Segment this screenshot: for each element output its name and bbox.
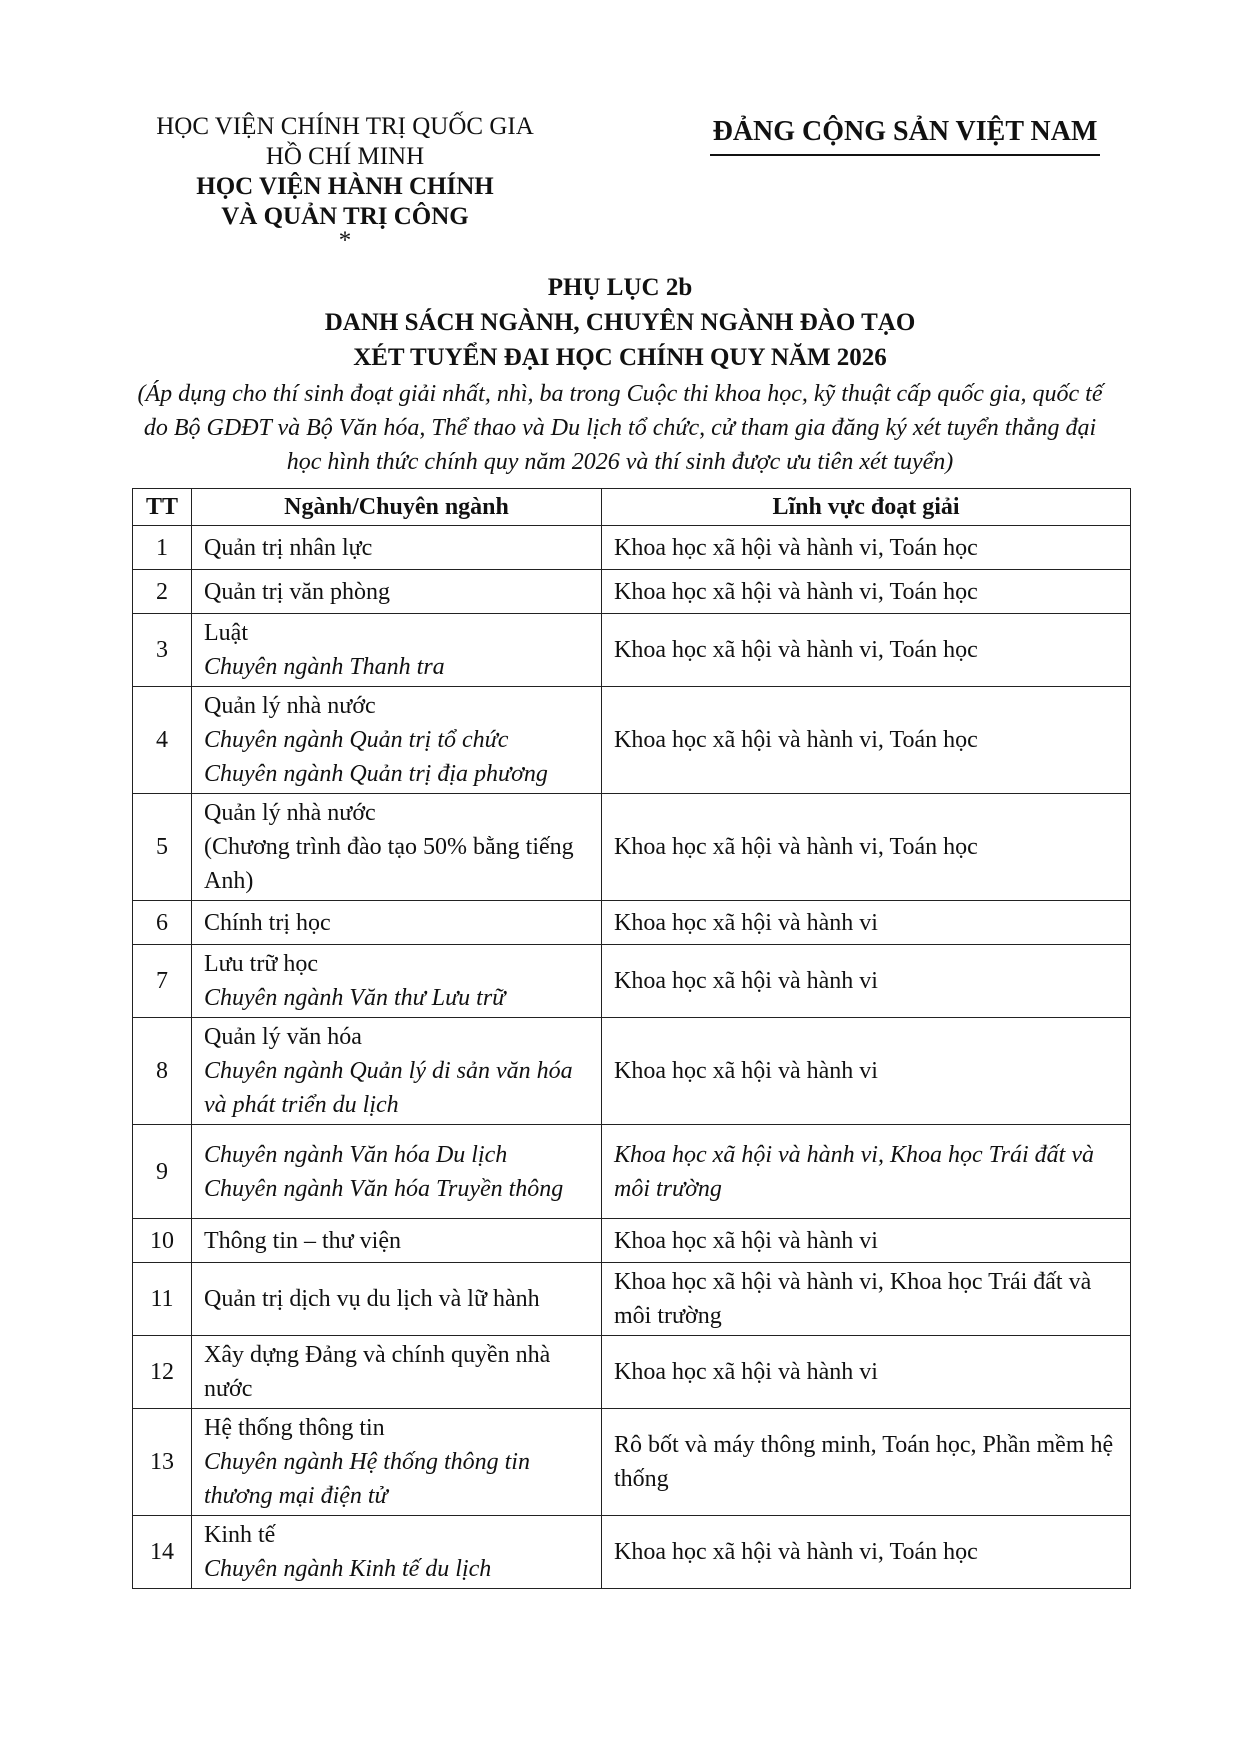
row-number: 4: [133, 687, 192, 794]
award-field-cell: Khoa học xã hội và hành vi, Toán học: [602, 1516, 1131, 1589]
major-name: Quản trị nhân lực: [204, 534, 373, 561]
header-field: Lĩnh vực đoạt giải: [602, 489, 1131, 526]
award-field-cell: Khoa học xã hội và hành vi: [602, 901, 1131, 945]
title-line-2: XÉT TUYỂN ĐẠI HỌC CHÍNH QUY NĂM 2026: [353, 344, 887, 371]
specialization-name: Chuyên ngành Hệ thống thông tin thương mại điện tử: [204, 1449, 530, 1509]
major-name: Quản trị văn phòng: [204, 578, 390, 605]
specialization-name: Chuyên ngành Văn hóa Truyền thông: [204, 1175, 564, 1202]
major-name: Chính trị học: [204, 909, 331, 936]
row-number: 8: [133, 1018, 192, 1125]
header-major: Ngành/Chuyên ngành: [192, 489, 602, 526]
major-name: Lưu trữ học: [204, 951, 318, 977]
specialization-name: Chuyên ngành Văn hóa Du lịch: [204, 1141, 508, 1168]
party-underline: [710, 154, 1100, 156]
major-cell: [192, 945, 602, 1018]
award-field-cell: Khoa học xã hội và hành vi, Toán học: [602, 687, 1131, 794]
row-number: 5: [133, 794, 192, 901]
major-cell: [192, 1219, 602, 1263]
table-row: [133, 1018, 1131, 1125]
major-cell: [192, 1125, 602, 1219]
major-cell: [192, 1263, 602, 1336]
specialization-name: Chuyên ngành Quản trị tổ chức: [204, 727, 509, 753]
award-field-cell: Khoa học xã hội và hành vi, Toán học: [602, 570, 1131, 614]
specialization-name: Chuyên ngành Kinh tế du lịch: [204, 1556, 492, 1582]
table-row: [133, 794, 1131, 901]
title-subtitle: (Áp dụng cho thí sinh đoạt giải nhất, nhì, ba trong Cuộc thi khoa học, kỹ thuật cấp quốc gia, quốc tế do Bộ GDĐT và Bộ Văn hóa, Thể thao và Du lịch tổ chức, cử tham gia đăng ký xét tuyển thẳng đại học hình thức chính quy năm 2026 và thí sinh được ưu tiên xét tuyển): [137, 381, 1103, 475]
table-header-row: [133, 489, 1131, 526]
issuer-line-2: HỒ CHÍ MINH: [265, 143, 425, 170]
document-title-block: [130, 270, 1110, 479]
award-field-cell: Khoa học xã hội và hành vi, Khoa học Trái đất và môi trường: [602, 1263, 1131, 1336]
major-name: Quản lý nhà nước: [204, 693, 376, 719]
appendix-label: PHỤ LỤC 2b: [547, 274, 693, 301]
title-line-1: DANH SÁCH NGÀNH, CHUYÊN NGÀNH ĐÀO TẠO: [324, 309, 916, 336]
row-number: 7: [133, 945, 192, 1018]
specialization-name: (Chương trình đào tạo 50% bằng tiếng Anh): [204, 834, 574, 894]
table-row: [133, 945, 1131, 1018]
table-row: [133, 1219, 1131, 1263]
major-cell: [192, 614, 602, 687]
issuer-line-1: HỌC VIỆN CHÍNH TRỊ QUỐC GIA: [156, 113, 534, 140]
specialization-name: Chuyên ngành Quản trị địa phương: [204, 761, 548, 787]
header-tt: TT: [133, 489, 192, 526]
award-field-cell: Rô bốt và máy thông minh, Toán học, Phần mềm hệ thống: [602, 1409, 1131, 1516]
award-field-cell: Khoa học xã hội và hành vi, Toán học: [602, 614, 1131, 687]
major-cell: [192, 526, 602, 570]
award-field-cell: Khoa học xã hội và hành vi, Toán học: [602, 526, 1131, 570]
table-row: [133, 614, 1131, 687]
award-field-cell: Khoa học xã hội và hành vi: [602, 945, 1131, 1018]
specialization-name: Chuyên ngành Quản lý di sản văn hóa và phát triển du lịch: [204, 1058, 573, 1118]
row-number: 10: [133, 1219, 192, 1263]
issuer-star: *: [338, 227, 352, 254]
table-row: [133, 570, 1131, 614]
issuer-line-3: HỌC VIỆN HÀNH CHÍNH: [196, 173, 494, 200]
party-header: [700, 112, 1110, 156]
specialization-name: Chuyên ngành Thanh tra: [204, 654, 445, 680]
row-number: 13: [133, 1409, 192, 1516]
table-row: [133, 1516, 1131, 1589]
specialization-name: Chuyên ngành Văn thư Lưu trữ: [204, 985, 506, 1011]
major-name: Quản lý văn hóa: [204, 1024, 362, 1050]
major-cell: [192, 901, 602, 945]
major-name: Thông tin – thư viện: [204, 1227, 401, 1254]
major-name: Kinh tế: [204, 1522, 276, 1548]
major-name: Luật: [204, 620, 248, 646]
major-cell: [192, 1018, 602, 1125]
row-number: 2: [133, 570, 192, 614]
issuer-line-4: VÀ QUẢN TRỊ CÔNG: [221, 203, 469, 230]
table-row: [133, 687, 1131, 794]
party-name: ĐẢNG CỘNG SẢN VIỆT NAM: [712, 116, 1098, 147]
row-number: 3: [133, 614, 192, 687]
award-field-cell: Khoa học xã hội và hành vi: [602, 1219, 1131, 1263]
major-name: Quản lý nhà nước: [204, 800, 376, 826]
row-number: 1: [133, 526, 192, 570]
award-field-cell: Khoa học xã hội và hành vi: [602, 1336, 1131, 1409]
majors-table: [132, 488, 1131, 1589]
row-number: 12: [133, 1336, 192, 1409]
major-cell: [192, 794, 602, 901]
table-row: [133, 1409, 1131, 1516]
major-cell: [192, 1516, 602, 1589]
table-row: [133, 526, 1131, 570]
award-field-cell: Khoa học xã hội và hành vi: [602, 1018, 1131, 1125]
table-row: [133, 901, 1131, 945]
award-field-cell: Khoa học xã hội và hành vi, Khoa học Trái đất và môi trường: [602, 1125, 1131, 1219]
row-number: 9: [133, 1125, 192, 1219]
row-number: 11: [133, 1263, 192, 1336]
major-cell: [192, 1409, 602, 1516]
major-cell: [192, 687, 602, 794]
major-name: Xây dựng Đảng và chính quyền nhà nước: [204, 1342, 551, 1402]
major-name: Hệ thống thông tin: [204, 1415, 385, 1441]
major-name: Quản trị dịch vụ du lịch và lữ hành: [204, 1286, 540, 1312]
major-cell: [192, 1336, 602, 1409]
row-number: 6: [133, 901, 192, 945]
row-number: 14: [133, 1516, 192, 1589]
major-cell: [192, 570, 602, 614]
table-row: [133, 1125, 1131, 1219]
award-field-cell: Khoa học xã hội và hành vi, Toán học: [602, 794, 1131, 901]
issuer-header: [140, 112, 550, 254]
table-row: [133, 1336, 1131, 1409]
table-row: [133, 1263, 1131, 1336]
